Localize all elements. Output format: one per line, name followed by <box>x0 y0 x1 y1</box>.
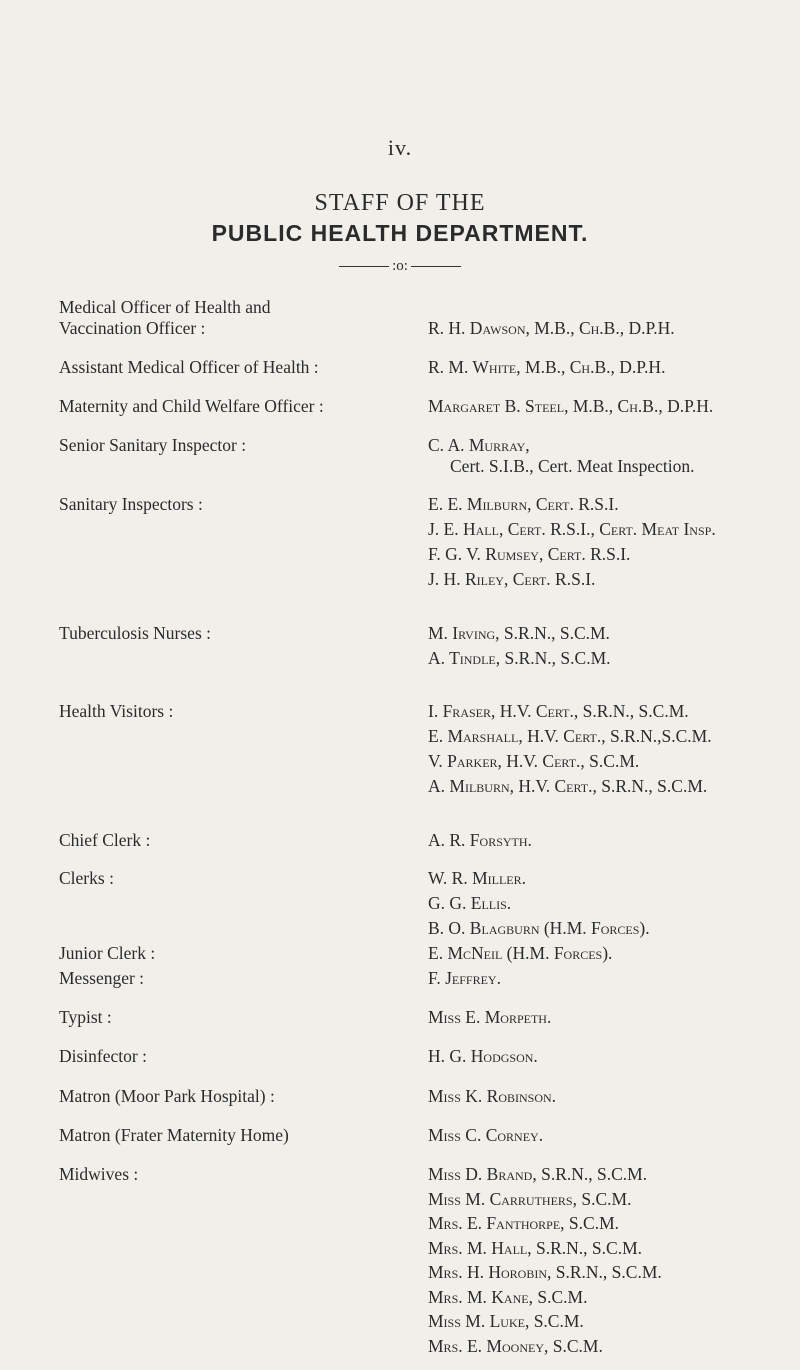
role-line: Messenger : <box>59 968 145 988</box>
divider <box>0 258 800 275</box>
staff-names <box>428 1164 662 1360</box>
staff-names <box>428 943 612 964</box>
role-line: Junior Clerk : <box>59 943 156 963</box>
staff-name: Mrs. M. Kane, S.C.M. <box>428 1286 588 1307</box>
staff-name: H. G. Hodgson. <box>428 1046 538 1066</box>
role-label <box>59 1046 147 1067</box>
page-number: iv. <box>387 135 413 160</box>
staff-names <box>428 830 532 851</box>
staff-names <box>428 1046 538 1067</box>
staff-names <box>428 968 501 989</box>
staff-name: F. G. V. Rumsey, Cert. R.S.I. <box>428 544 631 564</box>
staff-name: A. Milburn, H.V. Cert., S.R.N., S.C.M. <box>428 776 708 796</box>
staff-name: F. Jeffrey. <box>428 968 501 988</box>
staff-name: A. R. Forsyth. <box>428 830 532 850</box>
divider-mark: :o: <box>392 258 408 274</box>
role-label <box>59 830 150 851</box>
staff-name: C. A. Murray, <box>428 435 530 455</box>
staff-name: Miss C. Corney. <box>428 1125 544 1145</box>
staff-name: I. Fraser, H.V. Cert., S.R.N., S.C.M. <box>428 701 689 721</box>
staff-name: Mrs. E. Mooney, S.C.M. <box>428 1335 603 1356</box>
staff-names <box>428 396 713 417</box>
staff-name: R. H. Dawson, M.B., Ch.B., D.P.H. <box>428 318 675 338</box>
staff-names <box>428 701 712 801</box>
role-label <box>59 623 211 644</box>
staff-name: Miss E. Morpeth. <box>428 1007 552 1027</box>
staff-name: J. E. Hall, Cert. R.S.I., Cert. Meat Insp. <box>428 519 716 539</box>
staff-names <box>428 868 650 943</box>
role-line: Sanitary Inspectors : <box>59 494 203 514</box>
staff-name: E. E. Milburn, Cert. R.S.I. <box>428 494 619 514</box>
staff-name: R. M. White, M.B., Ch.B., D.P.H. <box>428 357 666 377</box>
role-label <box>59 943 155 964</box>
role-line: Assistant Medical Officer of Health : <box>59 357 319 377</box>
staff-names <box>428 435 694 477</box>
role-label <box>59 1007 112 1028</box>
role-line: Typist : <box>59 1007 112 1027</box>
role-line: Maternity and Child Welfare Officer : <box>59 396 324 416</box>
role-label <box>59 868 114 889</box>
staff-name: Miss K. Robinson. <box>428 1086 557 1106</box>
staff-name: E. McNeil (H.M. Forces). <box>428 943 613 963</box>
staff-name: E. Marshall, H.V. Cert., S.R.N.,S.C.M. <box>428 726 712 746</box>
staff-names <box>428 494 716 594</box>
role-line: Vaccination Officer : <box>59 318 206 338</box>
staff-name: Miss M. Carruthers, S.C.M. <box>428 1188 632 1209</box>
staff-name: W. R. Miller. <box>428 868 527 888</box>
staff-names <box>428 623 611 673</box>
staff-name: A. Tindle, S.R.N., S.C.M. <box>428 648 611 668</box>
staff-qualification: Cert. S.I.B., Cert. Meat Inspection. <box>450 456 695 476</box>
role-label <box>59 494 203 515</box>
staff-name: Mrs. H. Horobin, S.R.N., S.C.M. <box>428 1262 662 1282</box>
role-line: Medical Officer of Health and <box>59 297 271 317</box>
staff-names <box>428 357 665 378</box>
staff-name: Margaret B. Steel, M.B., Ch.B., D.P.H. <box>428 396 714 416</box>
role-label <box>59 297 271 339</box>
page-subtitle: PUBLIC HEALTH DEPARTMENT. <box>211 220 589 246</box>
staff-name: Mrs. M. Hall, S.R.N., S.C.M. <box>428 1237 643 1258</box>
staff-name: Miss D. Brand, S.R.N., S.C.M. <box>428 1164 648 1184</box>
role-label <box>59 396 324 417</box>
staff-name: B. O. Blagburn (H.M. Forces). <box>428 918 650 938</box>
staff-name: Miss M. Luke, S.C.M. <box>428 1311 584 1331</box>
role-line: Clerks : <box>59 868 114 888</box>
staff-names <box>428 1086 556 1107</box>
role-line: Disinfector : <box>59 1046 147 1066</box>
role-label <box>59 357 319 378</box>
role-line: Chief Clerk : <box>59 830 151 850</box>
role-label <box>59 1164 138 1185</box>
role-label <box>59 435 246 456</box>
staff-name: V. Parker, H.V. Cert., S.C.M. <box>428 751 640 771</box>
staff-name: M. Irving, S.R.N., S.C.M. <box>428 623 610 643</box>
staff-names <box>428 1125 543 1146</box>
page-title: STAFF OF THE <box>314 190 486 216</box>
staff-name: J. H. Riley, Cert. R.S.I. <box>428 569 596 589</box>
role-label <box>59 1086 275 1107</box>
role-line: Matron (Frater Maternity Home) <box>59 1125 289 1145</box>
role-line: Senior Sanitary Inspector : <box>59 435 247 455</box>
role-label <box>59 1125 289 1146</box>
role-label <box>59 701 173 722</box>
role-line: Tuberculosis Nurses : <box>59 623 211 643</box>
staff-names <box>428 1007 551 1028</box>
staff-names <box>428 318 675 339</box>
role-label <box>59 968 144 989</box>
role-line: Matron (Moor Park Hospital) : <box>59 1086 275 1106</box>
staff-name: G. G. Ellis. <box>428 893 512 913</box>
role-line: Midwives : <box>59 1164 139 1184</box>
role-line: Health Visitors : <box>59 701 174 721</box>
staff-name: Mrs. E. Fanthorpe, S.C.M. <box>428 1213 620 1233</box>
